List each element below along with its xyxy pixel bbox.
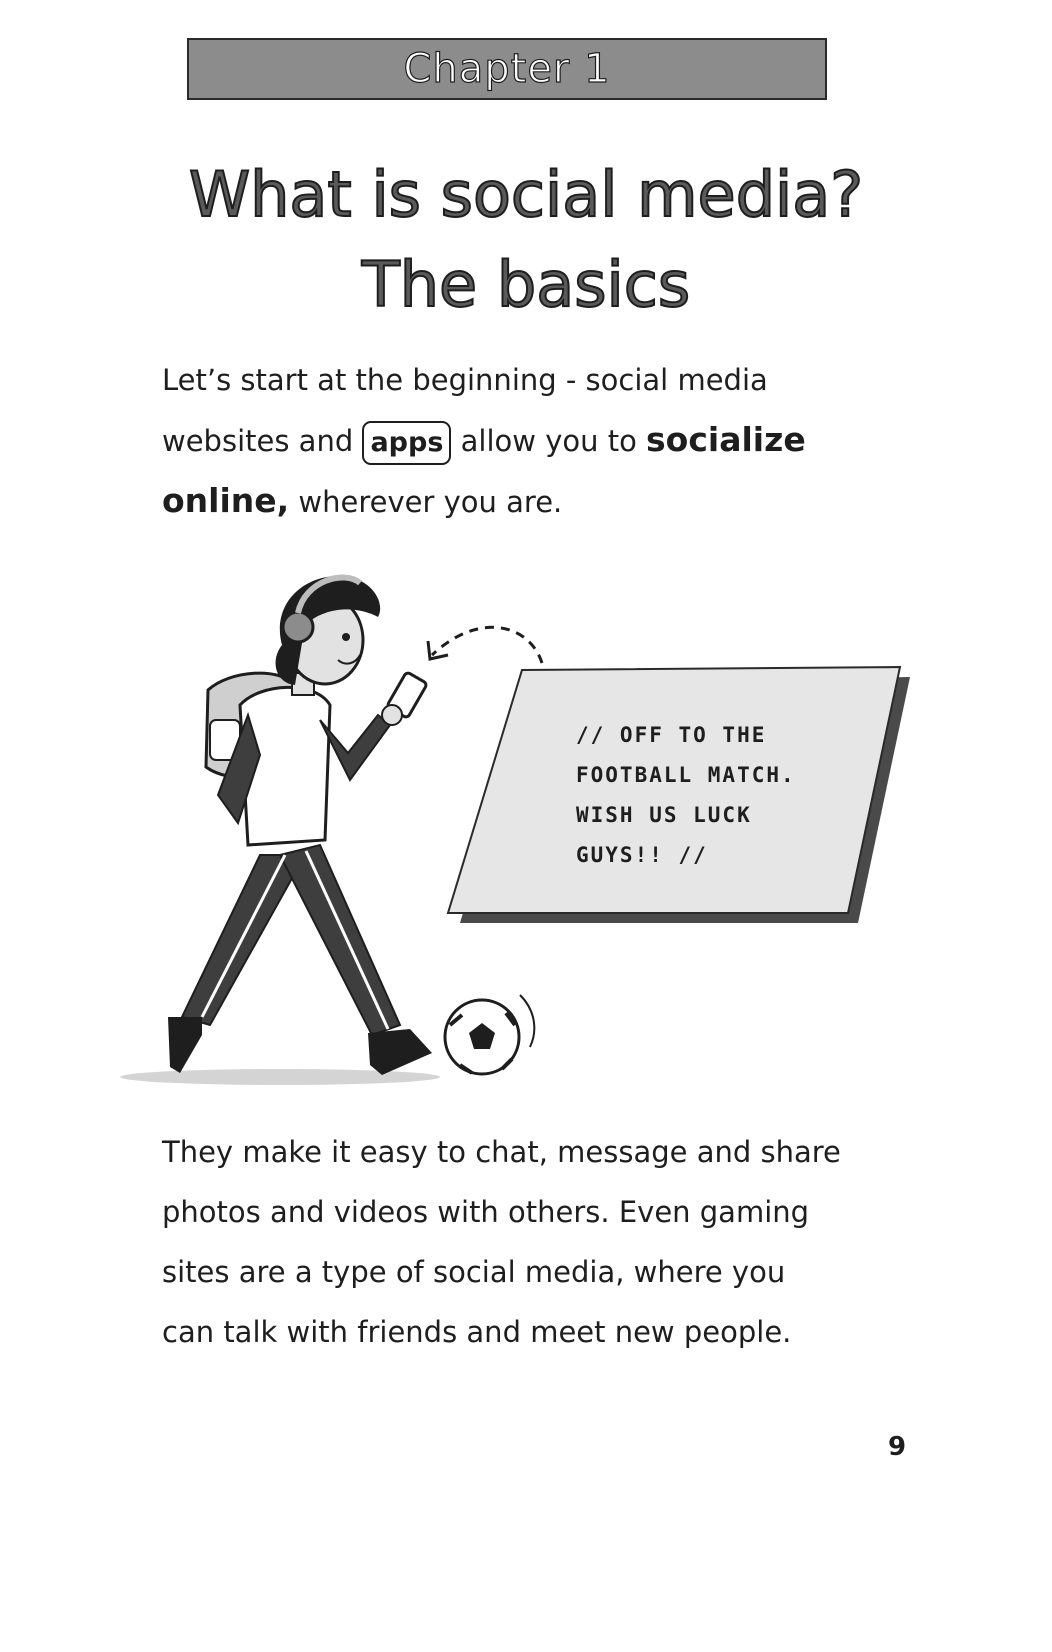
page-title-line-2: The basics — [361, 248, 691, 321]
speech-bubble-text — [576, 715, 876, 875]
back-leg — [182, 855, 305, 1025]
speech-line-2: FOOTBALL MATCH. — [576, 763, 796, 787]
motion-lines-icon — [520, 995, 534, 1047]
page-number: 9 — [888, 1432, 907, 1462]
headphones-icon — [283, 612, 313, 642]
speech-line-4: GUYS!! // — [576, 843, 708, 867]
body-line-3: sites are a type of social media, where you — [162, 1255, 786, 1289]
chapter-label: Chapter 1 — [403, 46, 611, 92]
intro-line-2-start: websites and — [162, 424, 354, 458]
body-line-2: photos and videos with others. Even gaming — [162, 1195, 810, 1229]
intro-line-1: Let’s start at the beginning - social media — [162, 363, 768, 397]
body-line-1: They make it easy to chat, message and share — [162, 1135, 841, 1169]
intro-paragraph — [162, 350, 882, 532]
hand — [382, 705, 402, 725]
intro-line-2 — [162, 410, 882, 471]
leg-stripe-2 — [306, 851, 388, 1029]
eye — [342, 633, 350, 641]
front-shoe-icon — [368, 1029, 432, 1075]
ground-shadow — [120, 1069, 440, 1085]
intro-line-2-middle: allow you to — [460, 424, 637, 458]
front-leg — [280, 845, 400, 1035]
intro-line-3-end: wherever you are. — [298, 485, 563, 519]
speech-line-1: // OFF TO THE — [576, 723, 767, 747]
speech-line-3: WISH US LUCK — [576, 803, 752, 827]
page-title — [0, 150, 1052, 330]
apps-glossary-box: apps — [362, 421, 451, 465]
intro-line-3 — [162, 471, 882, 532]
back-shoe-icon — [168, 1017, 202, 1073]
keyword-socialize: socialize — [646, 420, 806, 459]
keyword-online: online, — [162, 481, 290, 520]
chapter-banner — [187, 38, 827, 100]
dashed-arrow-icon — [432, 627, 542, 663]
page-title-line-1: What is social media? — [188, 158, 864, 231]
leg-stripe — [202, 855, 285, 1017]
body-line-4: can talk with friends and meet new people. — [162, 1315, 792, 1349]
body-paragraph — [162, 1122, 902, 1362]
